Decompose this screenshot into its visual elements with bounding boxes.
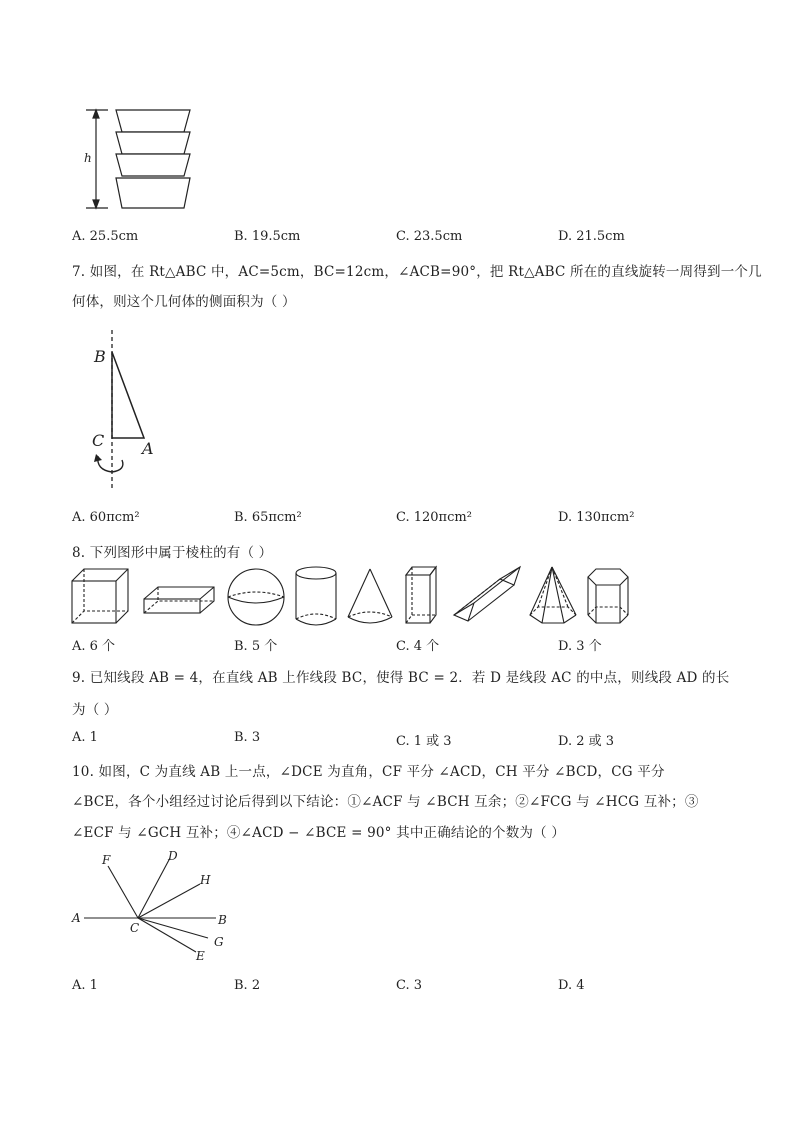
question-10-line-3: ∠ECF 与 ∠GCH 互补；④∠ACD − ∠BCE = 90° 其中正确结论的个数为（ ） — [72, 825, 566, 841]
option-d[interactable]: D. 4 — [558, 978, 585, 993]
option-b[interactable]: B. 3 — [234, 730, 261, 745]
option-a[interactable]: A. 1 — [72, 730, 98, 745]
option-b[interactable]: B. 2 — [234, 978, 261, 993]
cuboid-icon — [144, 587, 214, 613]
angle-rays-figure — [68, 848, 238, 966]
vertex-b-label: B — [94, 347, 106, 366]
point-d-label: D — [168, 849, 178, 863]
hexagonal-prism-icon — [588, 569, 628, 623]
option-a[interactable]: A. 1 — [72, 978, 98, 993]
height-label: h — [84, 151, 92, 165]
option-a[interactable]: A. 25.5cm — [72, 229, 139, 244]
cube-icon — [72, 569, 128, 623]
option-c[interactable]: C. 1 或 3 — [396, 734, 452, 749]
sphere-icon — [228, 569, 284, 625]
point-f-label: F — [102, 853, 111, 867]
cylinder-icon — [296, 567, 336, 625]
point-h-label: H — [200, 873, 211, 887]
question-10-line-1: 10. 如图，C 为直线 AB 上一点，∠DCE 为直角，CF 平分 ∠ACD，CH 平分 ∠BCD，CG 平分 — [72, 764, 665, 780]
question-9-line-2: 为（ ） — [72, 702, 118, 718]
option-d[interactable]: D. 3 个 — [558, 639, 602, 654]
option-c[interactable]: C. 23.5cm — [396, 229, 463, 244]
option-d[interactable]: D. 2 或 3 — [558, 734, 615, 749]
point-a-label: A — [72, 911, 81, 925]
option-b[interactable]: B. 19.5cm — [234, 229, 301, 244]
question-7-line-2: 何体，则这个几何体的侧面积为（ ） — [72, 294, 296, 310]
stacked-cups-figure — [78, 104, 208, 214]
quadrangular-prism-icon — [406, 567, 436, 623]
option-d[interactable]: D. 130πcm² — [558, 510, 635, 525]
question-7-line-1: 7. 如图，在 Rt△ABC 中，AC=5cm，BC=12cm，∠ACB=90°，把 Rt△ABC 所在的直线旋转一周得到一个几 — [72, 264, 762, 280]
cone-icon — [348, 569, 392, 623]
solids-figure-row — [68, 565, 640, 629]
question-9-line-1: 9. 已知线段 AB = 4，在直线 AB 上作线段 BC，使得 BC = 2．若 D 是线段 AC 的中点，则线段 AD 的长 — [72, 670, 730, 686]
option-b[interactable]: B. 65πcm² — [234, 510, 302, 525]
right-triangle-rotation-figure — [88, 330, 168, 490]
option-c[interactable]: C. 4 个 — [396, 639, 440, 654]
option-b[interactable]: B. 5 个 — [234, 639, 278, 654]
question-10-line-2: ∠BCE，各个小组经过讨论后得到以下结论：①∠ACF 与 ∠BCH 互余；②∠FCG 与 ∠HCG 互补；③ — [72, 794, 699, 810]
option-c[interactable]: C. 120πcm² — [396, 510, 472, 525]
option-a[interactable]: A. 6 个 — [72, 639, 116, 654]
vertex-c-label: C — [92, 431, 105, 450]
option-d[interactable]: D. 21.5cm — [558, 229, 625, 244]
hexagonal-pyramid-icon — [530, 567, 576, 623]
point-b-label: B — [218, 913, 227, 927]
option-a[interactable]: A. 60πcm² — [72, 510, 140, 525]
point-g-label: G — [214, 935, 224, 949]
point-c-label: C — [130, 921, 140, 935]
option-c[interactable]: C. 3 — [396, 978, 423, 993]
point-e-label: E — [196, 949, 205, 963]
question-8-line-1: 8. 下列图形中属于棱柱的有（ ） — [72, 545, 273, 561]
triangular-prism-icon — [454, 567, 520, 621]
vertex-a-label: A — [142, 439, 154, 458]
